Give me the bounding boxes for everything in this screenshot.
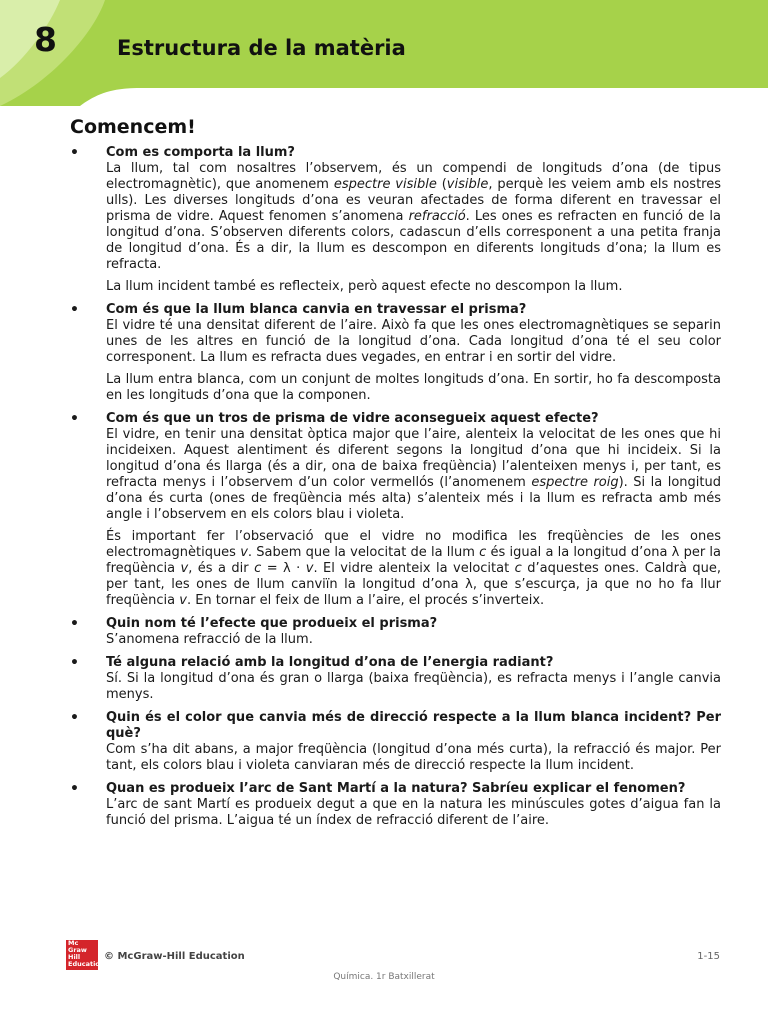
answer-text: és igual a la longitud d’ona λ per la freqüència (106, 545, 721, 576)
answer-paragraph (106, 632, 721, 648)
question-list (70, 145, 721, 829)
emphasized-term: c (514, 561, 522, 576)
question-heading: Com és que un tros de prisma de vidre aconsegueix aquest efecte? (106, 411, 599, 426)
bullet-icon: • (70, 302, 79, 318)
answer-text: Sí. Si la longitud d’ona és gran o llarga (baixa freqüència), es refracta menys i l’angle canvia menys. (106, 671, 721, 702)
question-heading: Quin nom té l’efecte que produeix el prisma? (106, 616, 438, 631)
answer-text: Com s’ha dit abans, a major freqüència (longitud d’ona més curta), la refracció és major. Per tant, els colors blau i violeta canviaran més de direcció respecte la llum incident. (106, 742, 721, 773)
answer-text: . Sabem que la velocitat de la llum (247, 545, 480, 560)
emphasized-term: v (240, 545, 248, 560)
question-item (70, 781, 721, 829)
bullet-icon: • (70, 145, 79, 161)
emphasized-term: v (180, 561, 189, 576)
copyright-text: © McGraw-Hill Education (104, 951, 245, 962)
answer-text: La llum entra blanca, com un conjunt de moltes longituds d’ona. En sortir, ho fa descomposta en les longituds d’ona que la componen. (106, 372, 721, 403)
emphasized-term: espectre visible (333, 177, 437, 192)
logo-line: Hill (68, 953, 81, 961)
answer-text: d’aquestes ones. Caldrà que, per tant, les ones de llum canviïn la longitud d’ona λ, que s’escurça, ja que no ho fa llur freqüència (106, 561, 721, 608)
answer-paragraph (106, 427, 721, 523)
question-item (70, 145, 721, 295)
answer-text: ). Si la longitud d’ona és curta (ones de freqüència més alta) s’alenteix més i la llum es refracta amb més angle i l’observem en els colors blau i violeta. (106, 475, 721, 522)
question-heading: Quin és el color que canvia més de direcció respecte a la llum blanca incident? Per què? (106, 710, 721, 741)
answer-paragraph (106, 671, 721, 703)
emphasized-term: visible (446, 177, 489, 192)
answer-text: . El vidre alenteix la velocitat (313, 561, 515, 576)
answer-paragraph (106, 797, 721, 829)
answer-paragraph (106, 161, 721, 273)
question-item (70, 616, 721, 648)
answer-text: El vidre té una densitat diferent de l’aire. Això fa que les ones electromagnètiques se separin unes de les altres en funció de la longitud d’ona. Cada longitud d’ona té el seu color corresponent. La llum es refracta dues vegades, en entrar i en sortir del vidre. (106, 318, 721, 365)
logo-line: Mc (68, 939, 79, 947)
emphasized-term: refracció (408, 209, 466, 224)
course-name: Química. 1r Batxillerat (333, 972, 435, 982)
answer-paragraph (106, 279, 721, 295)
emphasized-term: espectre roig (531, 475, 619, 490)
publisher-logo (66, 939, 105, 970)
chapter-header-banner (0, 0, 768, 106)
emphasized-term: c (479, 545, 487, 560)
answer-text: És important fer l’observació que el vidre no modifica les freqüències de les ones electromagnètiques (106, 529, 721, 560)
bullet-icon: • (70, 616, 79, 632)
chapter-title: Estructura de la matèria (117, 36, 406, 60)
question-heading: Com es comporta la llum? (106, 145, 295, 160)
answer-text: El vidre, en tenir una densitat òptica major que l’aire, alenteix la velocitat de les ones que hi incideixen. Aquest alentiment és diferent segons la longitud d’ona que hi incideix. Si la longitud d’ona és llarga (és a dir, ona de baixa freqüència) l’alenteixen menys i, per tant, es refracta menys i l’observem d’un color vermellós (l’anomenem (106, 427, 721, 490)
emphasized-term: v (305, 561, 314, 576)
answer-text: = λ · (261, 561, 306, 576)
bullet-icon: • (70, 411, 79, 427)
question-item (70, 302, 721, 404)
emphasized-term: v (179, 593, 187, 608)
answer-paragraph (106, 742, 721, 774)
main-content (70, 116, 721, 829)
question-heading: Com és que la llum blanca canvia en travessar el prisma? (106, 302, 527, 317)
emphasized-term: c (254, 561, 262, 576)
answer-text: , és a dir (188, 561, 255, 576)
answer-text: La llum incident també es reflecteix, però aquest efecte no descompon la llum. (106, 279, 623, 294)
answer-text: ( (436, 177, 447, 192)
answer-text: , perquè les veiem amb els nostres ulls). Les diverses longituds d’ona es veuran afectades de forma diferent en travessar el prisma de vidre. Aquest fenomen s’anomena (106, 177, 721, 224)
question-heading: Quan es produeix l’arc de Sant Martí a la natura? Sabríeu explicar el fenomen? (106, 781, 686, 796)
answer-text: L’arc de sant Martí es produeix degut a que en la natura les minúscules gotes d’aigua fan la funció del prisma. L’aigua té un índex de refracció diferent de l’aire. (106, 797, 721, 828)
answer-paragraph (106, 318, 721, 366)
page-number: 1-15 (697, 951, 720, 962)
question-item (70, 655, 721, 703)
question-heading: Té alguna relació amb la longitud d’ona de l’energia radiant? (106, 655, 554, 670)
question-item (70, 710, 721, 774)
answer-text: . Les ones es refracten en funció de la longitud d’ona. S’observen diferents colors, cadascun d’ells corresponent a una petita franja de longitud d’ona. És a dir, la llum es descompon en diferents longituds d’ona; la llum es refracta. (106, 209, 721, 272)
answer-paragraph (106, 529, 721, 609)
answer-text: La llum, tal com nosaltres l’observem, és un compendi de longituds d’ona (de tipus electromagnètic), que anomenem (106, 161, 721, 192)
answer-text: . En tornar el feix de llum a l’aire, el procés s’inverteix. (186, 593, 545, 608)
chapter-number: 8 (34, 20, 57, 59)
answer-text: S’anomena refracció de la llum. (106, 632, 313, 647)
logo-line: Education (68, 960, 105, 968)
bullet-icon: • (70, 655, 79, 671)
bullet-icon: • (70, 710, 79, 726)
section-title: Comencem! (70, 116, 196, 138)
answer-paragraph (106, 372, 721, 404)
logo-line: Graw (68, 946, 87, 954)
question-item (70, 411, 721, 609)
bullet-icon: • (70, 781, 79, 797)
